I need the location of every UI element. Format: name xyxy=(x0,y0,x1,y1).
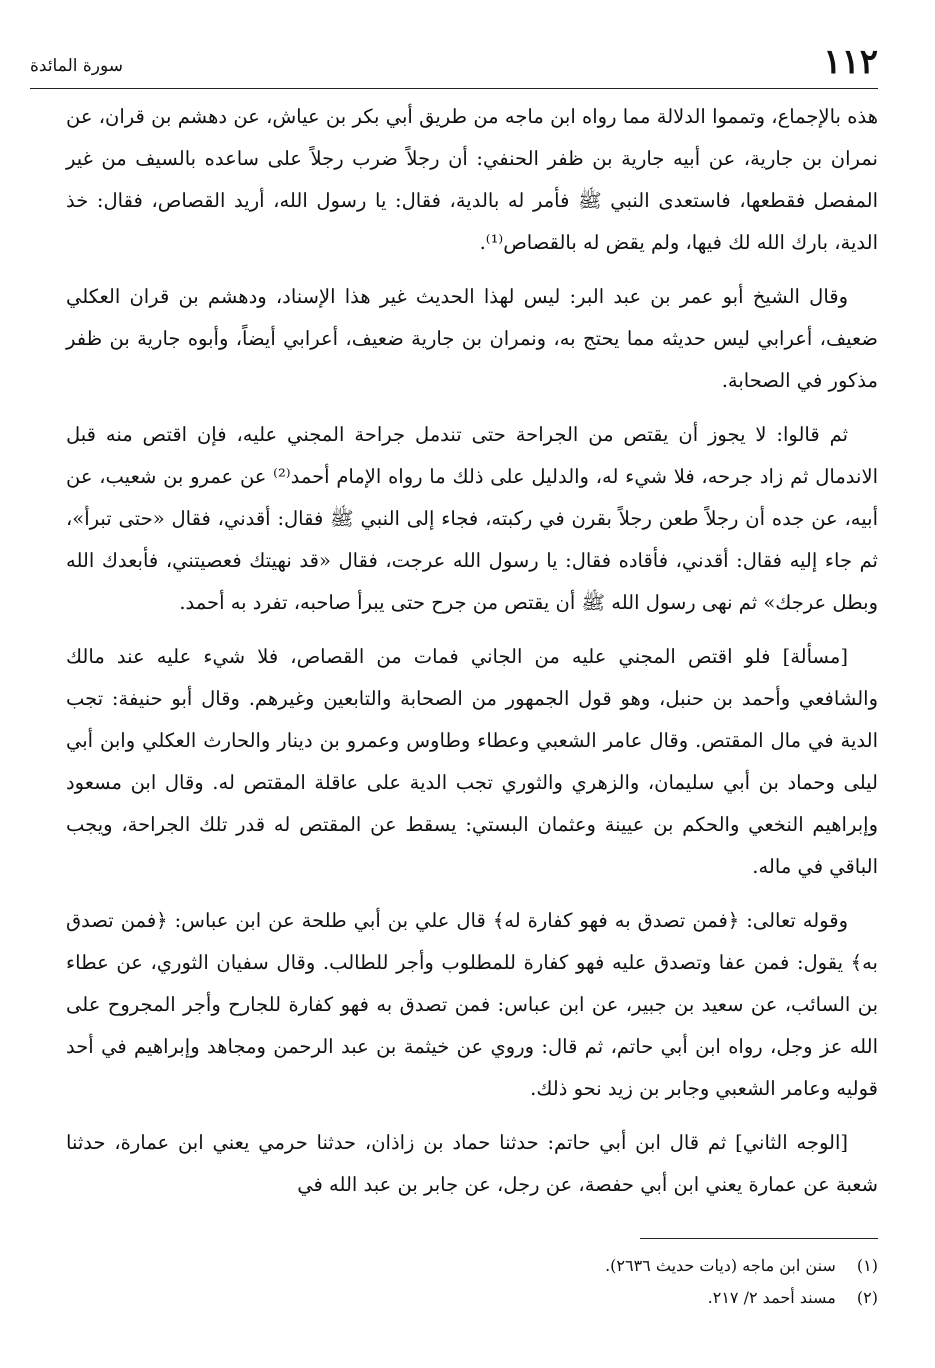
footnote xyxy=(400,1282,878,1314)
footnotes xyxy=(400,1250,878,1314)
paragraph: [مسألة] فلو اقتص المجني عليه من الجاني فمات من القصاص، فلا شيء عليه عند مالك والشافعي وأحمد بن حنبل، وهو قول الجمهور من الصحابة والتابعين وغيرهم. وقال أبو حنيفة: تجب الدية في مال المقتص. وقال عامر الشعبي وعطاء وطاوس وعمرو بن دينار والحارث العكلي وابن أبي ليلى وحماد بن أبي سليمان، والزهري والثوري تجب الدية على عاقلة المقتص له. وقال ابن مسعود وإبراهيم النخعي والحكم بن عيينة وعثمان البستي: يسقط عن المقتص له قدر تلك الجراحة، ويجب الباقي في ماله. xyxy=(66,645,878,878)
footnote-separator xyxy=(640,1238,878,1239)
page-header xyxy=(30,38,878,89)
paragraph: [الوجه الثاني] ثم قال ابن أبي حاتم: حدثنا حماد بن زاذان، حدثنا حرمي يعني ابن عمارة، حدثنا شعبة عن عمارة يعني ابن أبي حفصة، عن رجل، عن جابر بن عبد الله في xyxy=(66,1131,878,1196)
main-text xyxy=(66,96,878,1218)
page-number: ١١٢ xyxy=(823,42,878,82)
footnote-text: سنن ابن ماجه (ديات حديث ٢٦٣٦). xyxy=(605,1256,836,1275)
paragraph: هذه بالإجماع، وتمموا الدلالة مما رواه ابن ماجه من طريق أبي بكر بن عياش، عن دهشم بن قران، عن نمران بن جارية، عن أبيه جارية بن ظفر الحنفي: أن رجلاً ضرب رجلاً على ساعده بالسيف من غير المفصل فقطعها، فاستعدى النبي ﷺ فأمر له بالدية، فقال: يا رسول الله، أريد القصاص، فقال: خذ الدية، بارك الله لك فيها، ولم يقض له بالقصاص⁽¹⁾. xyxy=(66,105,878,254)
footnote-number: (٢) xyxy=(856,1288,878,1307)
surah-title: سورة المائدة xyxy=(30,56,124,76)
paragraph: وقوله تعالى: ﴿فمن تصدق به فهو كفارة له﴾ قال علي بن أبي طلحة عن ابن عباس: ﴿فمن تصدق به﴾ يقول: فمن عفا وتصدق عليه فهو كفارة للمطلوب وأجر للطالب. وقال سفيان الثوري، عن عطاء بن السائب، عن سعيد بن جبير، عن ابن عباس: فمن تصدق به فهو كفارة للجارح وأجر المجروح على الله عز وجل، رواه ابن أبي حاتم، ثم قال: وروي عن خيثمة بن عبد الرحمن ومجاهد وإبراهيم في أحد قوليه وعامر الشعبي وجابر بن زيد نحو ذلك. xyxy=(66,909,878,1100)
footnote-text: مسند أحمد ٢/ ٢١٧. xyxy=(707,1288,836,1307)
footnote xyxy=(400,1250,878,1282)
paragraph: ثم قالوا: لا يجوز أن يقتص من الجراحة حتى تندمل جراحة المجني عليه، فإن اقتص منه قبل الاندمال ثم زاد جرحه، فلا شيء له، والدليل على ذلك ما رواه الإمام أحمد⁽²⁾ عن عمرو بن شعيب، عن أبيه، عن جده أن رجلاً طعن رجلاً بقرن في ركبته، فجاء إلى النبي ﷺ فقال: أقدني، فقال «حتى تبرأ»، ثم جاء إليه فقال: أقدني، فأقاده فقال: يا رسول الله عرجت، فقال «قد نهيتك فعصيتني، فأبعدك الله وبطل عرجك» ثم نهى رسول الله ﷺ أن يقتص من جرح حتى يبرأ صاحبه، تفرد به أحمد. xyxy=(66,423,878,614)
footnote-number: (١) xyxy=(856,1256,878,1275)
paragraph: وقال الشيخ أبو عمر بن عبد البر: ليس لهذا الحديث غير هذا الإسناد، ودهشم بن قران العكلي ضعيف، أعرابي ليس حديثه مما يحتج به، ونمران بن جارية ضعيف، أعرابي أيضاً، وأبوه جارية بن ظفر مذكور في الصحابة. xyxy=(66,285,878,392)
